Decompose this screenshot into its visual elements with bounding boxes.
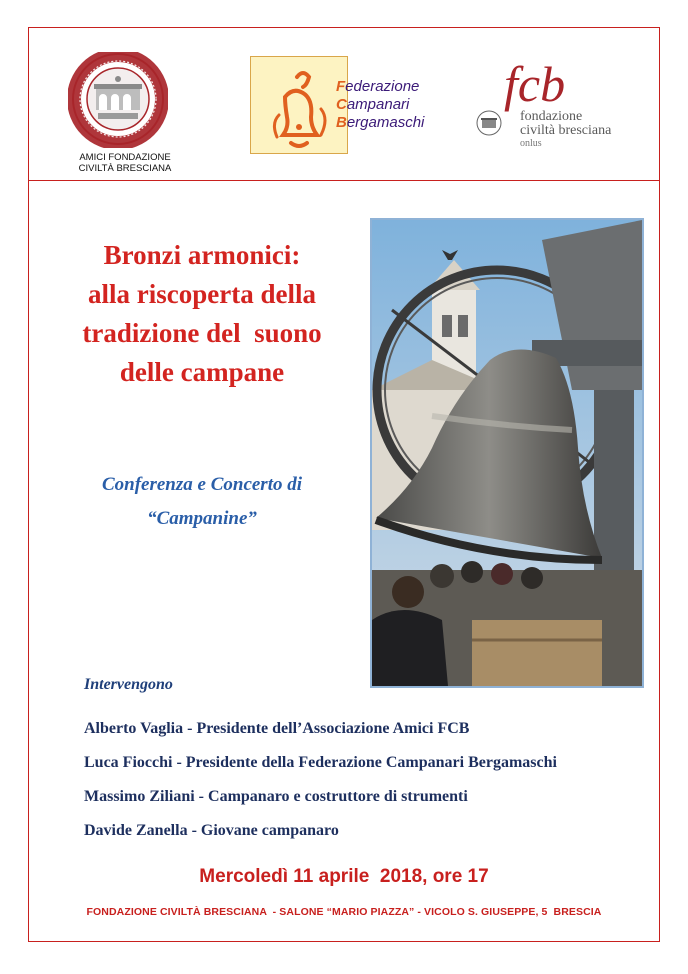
speaker-item: Alberto Vaglia - Presidente dell’Associazione Amici FCB xyxy=(84,720,470,737)
title-line2: alla riscoperta della xyxy=(88,279,316,309)
event-date: Mercoledì 11 aprile 2018, ore 17 xyxy=(199,866,489,887)
fcb-line3: onlus xyxy=(520,138,542,149)
fcb-fondazione-logo xyxy=(476,56,636,162)
event-venue: FONDAZIONE CIVILTÀ BRESCIANA - SALONE “MARIO PIAZZA” - VICOLO S. GIUSEPPE, 5 BRESCIA xyxy=(86,906,602,918)
speaker-item: Luca Fiocchi - Presidente della Federazione Campanari Bergamaschi xyxy=(84,754,557,771)
fcb-line1: fondazione xyxy=(520,109,583,124)
title-line4: delle campane xyxy=(119,357,285,387)
title-line1: Bronzi armonici: xyxy=(103,240,301,270)
fcb-building-icon xyxy=(476,110,502,136)
amici-fondazione-seal-logo xyxy=(68,52,168,148)
federazione-initial-b: B xyxy=(336,114,347,131)
speaker-item: Davide Zanella - Giovane campanaro xyxy=(84,822,339,839)
event-subtitle xyxy=(48,468,356,536)
bell-illustration xyxy=(372,220,642,686)
federazione-logo-text xyxy=(336,78,424,132)
federazione-initial-f: F xyxy=(336,78,346,95)
federazione-line2 xyxy=(336,96,424,114)
amici-caption-line1: AMICI FONDAZIONE xyxy=(79,152,171,163)
federazione-campanari-logo xyxy=(250,56,348,154)
fcb-line2: civiltà bresciana xyxy=(520,123,612,138)
federazione-line1 xyxy=(336,78,424,96)
campanari-word: ampanari xyxy=(346,96,410,113)
subtitle-line1: Conferenza e Concerto di xyxy=(101,474,303,495)
amici-caption-line2: CIVILTÀ BRESCIANA xyxy=(78,163,172,174)
federazione-initial-c: C xyxy=(336,96,347,113)
subtitle-line2: “Campanine” xyxy=(147,508,257,529)
speakers-heading: Intervengono xyxy=(84,676,173,693)
header-divider xyxy=(28,180,660,181)
fcb-mark: fcb xyxy=(504,56,566,112)
bell-photo xyxy=(370,218,644,688)
title-line3: tradizione del suono xyxy=(82,318,322,348)
bell-ringer-icon xyxy=(251,57,347,153)
amici-logo-caption xyxy=(60,152,190,174)
federazione-word: ederazione xyxy=(345,78,420,95)
speaker-item: Massimo Ziliani - Campanaro e costruttore di strumenti xyxy=(84,788,468,805)
bergamaschi-word: ergamaschi xyxy=(346,114,425,131)
speakers-list xyxy=(84,712,654,848)
event-title xyxy=(48,236,356,392)
federazione-line3 xyxy=(336,114,424,132)
